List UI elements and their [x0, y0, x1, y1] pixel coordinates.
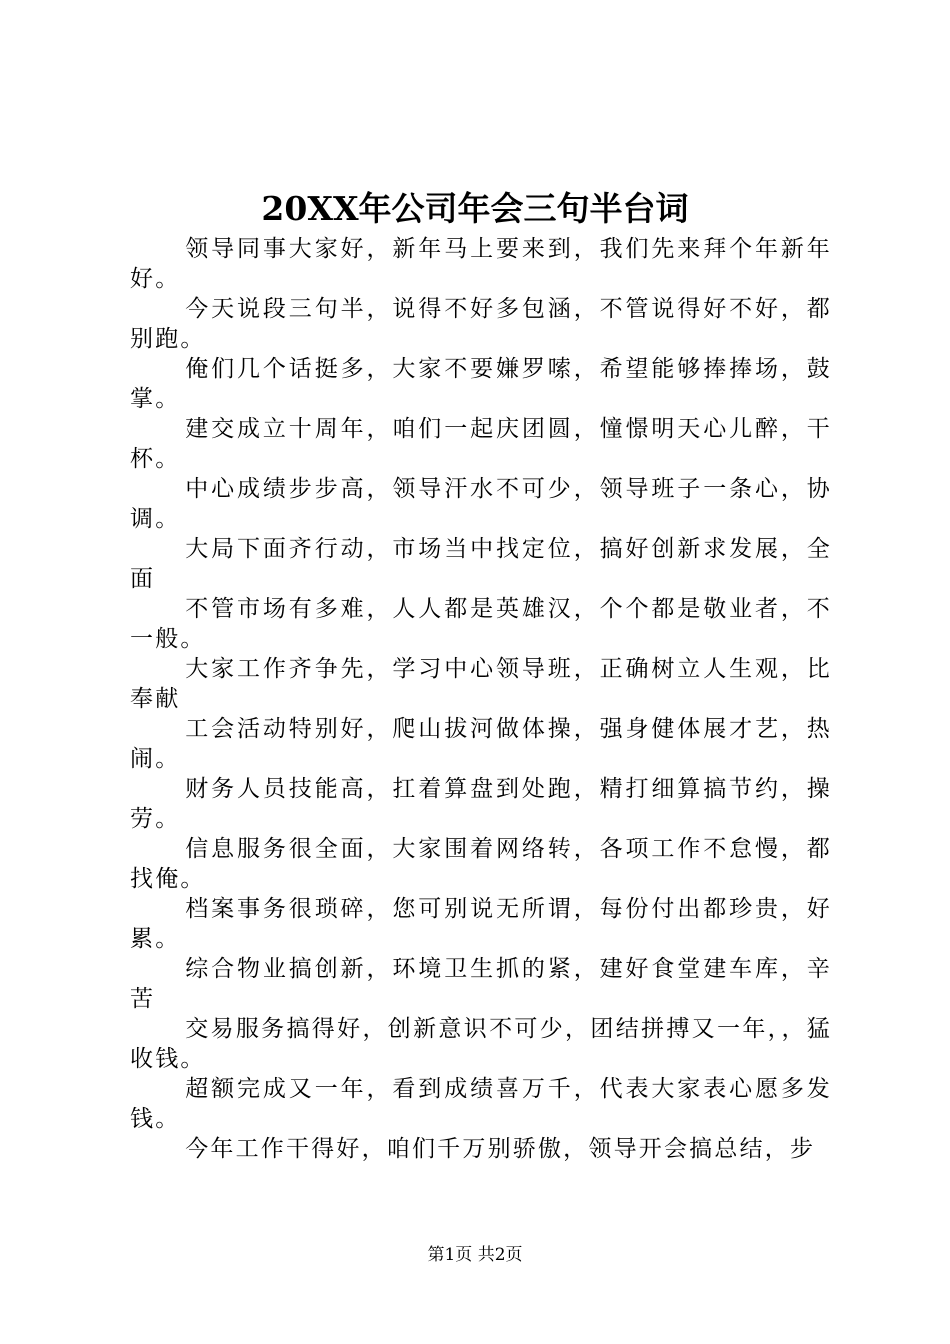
document-title: 20XX年公司年会三句半台词: [261, 189, 689, 228]
paragraph: 不管市场有多难，人人都是英雄汉，个个都是敬业者，不一般。: [130, 596, 832, 652]
paragraph: 综合物业搞创新，环境卫生抓的紧，建好食堂建车库，辛苦: [130, 956, 832, 1012]
paragraph: 档案事务很琐碎，您可别说无所谓，每份付出都珍贵，好累。: [130, 896, 832, 952]
paragraph: 财务人员技能高，扛着算盘到处跑，精打细算搞节约，操劳。: [130, 776, 832, 832]
paragraph: 俺们几个话挺多，大家不要嫌罗嗦，希望能够捧捧场，鼓掌。: [130, 356, 832, 412]
document-body: [130, 234, 832, 1164]
paragraph: 领导同事大家好，新年马上要来到，我们先来拜个年新年好。: [130, 236, 832, 292]
paragraph: 今天说段三句半，说得不好多包涵，不管说得好不好，都别跑。: [130, 296, 832, 352]
paragraph: 今年工作干得好，咱们千万别骄傲，领导开会搞总结，步: [185, 1136, 816, 1162]
paragraph: 大家工作齐争先，学习中心领导班，正确树立人生观，比奉献: [130, 656, 832, 712]
paragraph: 大局下面齐行动，市场当中找定位，搞好创新求发展，全面: [130, 536, 832, 592]
page-footer: 第1页 共2页: [427, 1245, 523, 1265]
paragraph: 交易服务搞得好，创新意识不可少，团结拼搏又一年，，猛收钱。: [130, 1016, 832, 1072]
paragraph: 中心成绩步步高，领导汗水不可少，领导班子一条心，协调。: [130, 476, 832, 532]
paragraph: 信息服务很全面，大家围着网络转，各项工作不怠慢，都找俺。: [130, 836, 832, 892]
paragraph: 工会活动特别好，爬山拔河做体操，强身健体展才艺，热闹。: [130, 716, 832, 772]
paragraph: 建交成立十周年，咱们一起庆团圆，憧憬明天心儿醉，干杯。: [130, 416, 832, 472]
paragraph: 超额完成又一年，看到成绩喜万千，代表大家表心愿多发钱。: [130, 1076, 832, 1132]
